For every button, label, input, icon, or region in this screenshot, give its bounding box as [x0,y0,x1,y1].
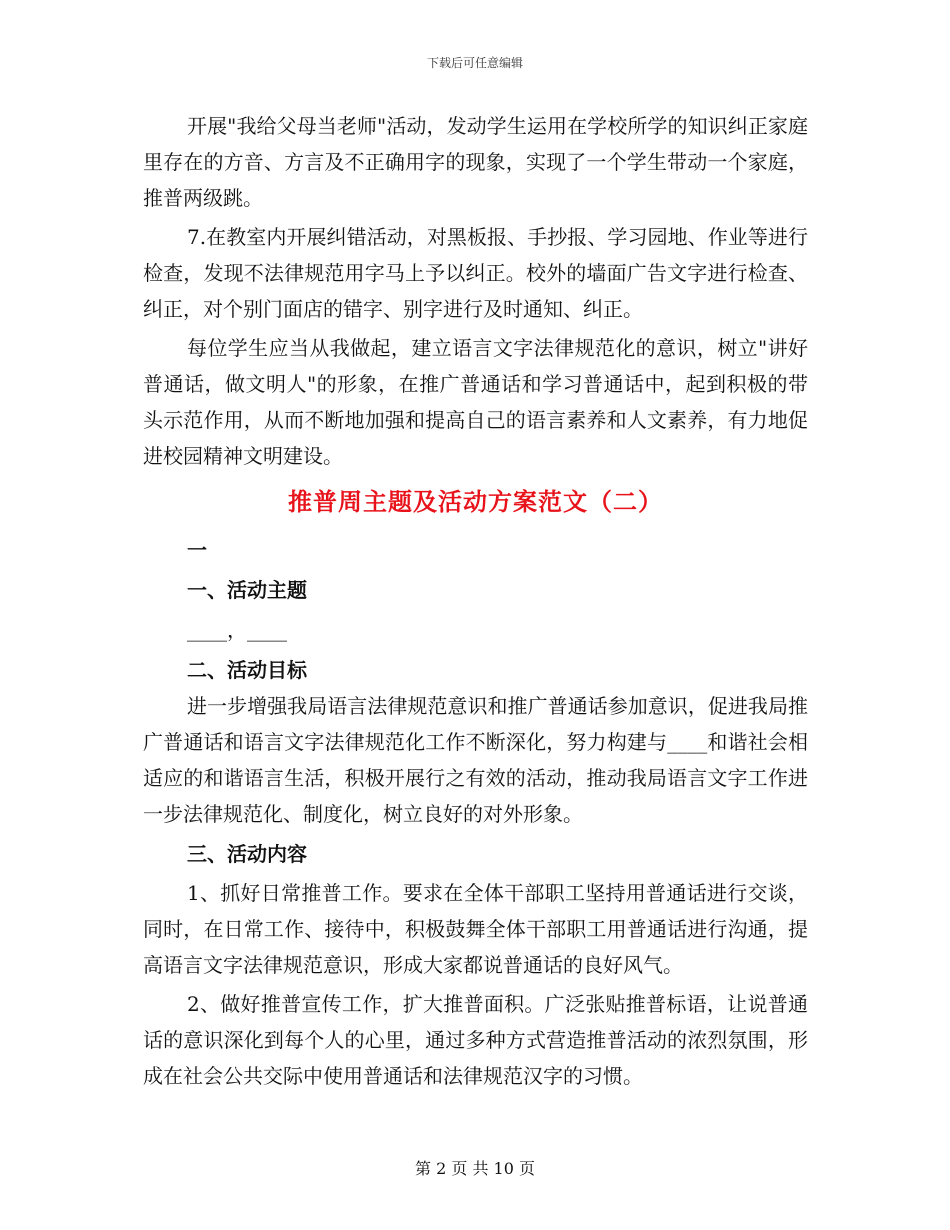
page-number: 第 2 页 共 10 页 [415,1159,535,1178]
theme-blank: ____，____ [187,618,287,642]
heading-activity-goal: 二、活动目标 [187,658,307,682]
paragraph-goal: 进一步增强我局语言法律规范意识和推广普通话参加意识，促进我局推广普通话和语言文字法律规范化工作不断深化，努力构建与____和谐社会相适应的和谐语言生活，积极开展行之有效的活动，推动我局语言文字工作进一步法律规范化、制度化，树立良好的对外形象。 [143,694,808,826]
paragraph-content-1: 1、抓好日常推普工作。要求在全体干部职工坚持用普通话进行交谈，同时，在日常工作、接待中，积极鼓舞全体干部职工用普通话进行沟通，提高语言文字法律规范意识，形成大家都说普通话的良好风气。 [143,881,808,977]
heading-activity-theme: 一、活动主题 [187,578,307,602]
dash-line: 一 [187,538,207,562]
paragraph-teach-parents: 开展"我给父母当老师"活动，发动学生运用在学校所学的知识纠正家庭里存在的方音、方言及不正确用字的现象，实现了一个学生带动一个家庭，推普两级跳。 [143,114,808,210]
document-body [143,108,808,1094]
section-title: 推普周主题及活动方案范文（二） [288,487,663,516]
heading-activity-content: 三、活动内容 [187,842,307,866]
header-note: 下载后可任意编辑 [426,56,523,70]
paragraph-item-7: 7.在教室内开展纠错活动，对黑板报、手抄报、学习园地、作业等进行检查，发现不法律规范用字马上予以纠正。校外的墙面广告文字进行检查、纠正，对个别门面店的错字、别字进行及时通知、纠正。 [143,225,808,321]
paragraph-students-role: 每位学生应当从我做起，建立语言文字法律规范化的意识，树立"讲好普通话，做文明人"的形象，在推广普通话和学习普通话中，起到积极的带头示范作用，从而不断地加强和提高自己的语言素养和人文素养，有力地促进校园精神文明建设。 [143,336,808,468]
paragraph-content-2: 2、做好推普宣传工作，扩大推普面积。广泛张贴推普标语，让说普通话的意识深化到每个人的心里，通过多种方式营造推普活动的浓烈氛围，形成在社会公共交际中使用普通话和法律规范汉字的习惯。 [143,992,808,1088]
